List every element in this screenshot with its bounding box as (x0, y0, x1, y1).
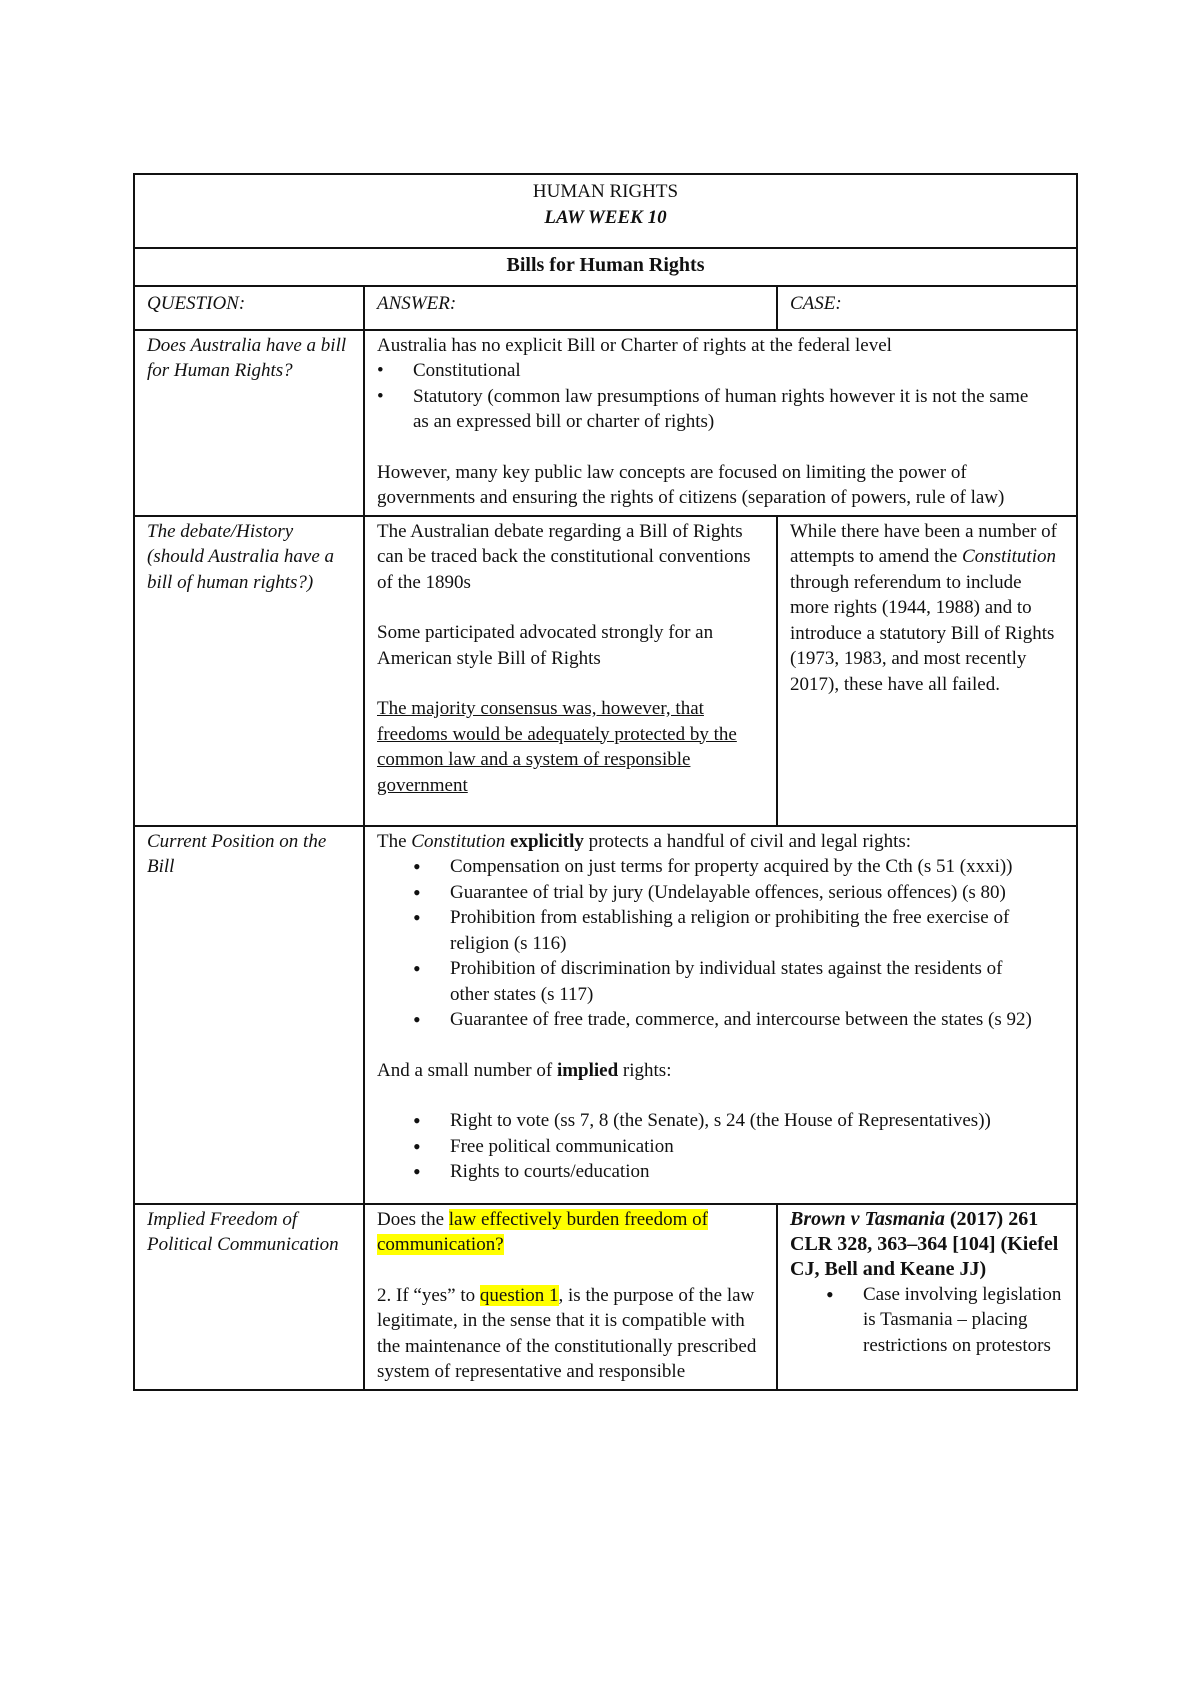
answer-current-intro (377, 829, 1046, 855)
answer-implied-q2 (377, 1283, 764, 1385)
spacer (377, 1033, 1046, 1058)
q1-highlight: law effectively burden freedom of communication? (377, 1208, 708, 1255)
answer-implied-q1 (377, 1207, 764, 1258)
answer-implied (364, 1204, 777, 1390)
list-item: • Compensation on just terms for property acquired by the Cth (s 51 (xxxi)) (377, 854, 1046, 880)
header-row (134, 286, 1077, 330)
spacer (377, 435, 1036, 460)
title-row (134, 174, 1077, 248)
spacer (377, 1083, 1046, 1108)
answer-bill-intro: Australia has no explicit Bill or Charter of rights at the federal level (377, 334, 892, 356)
q2-pre: 2. If “yes” to (377, 1284, 480, 1306)
list-item: • Guarantee of free trade, commerce, and intercourse between the states (s 92) (377, 1007, 1046, 1033)
section-row (134, 248, 1077, 286)
q2-highlight: question 1 (479, 1284, 559, 1306)
list-item: • Rights to courts/education (377, 1159, 1046, 1185)
list-item: • Constitutional (377, 358, 1036, 384)
implied-post: rights: (618, 1059, 672, 1081)
answer-bill (364, 330, 1077, 516)
case-debate-post: through referendum to include more rights (1944, 1988) and to introduce a statutory Bill of Rights (1973, 1983, and most recently 2017), these have all failed. (790, 571, 1055, 695)
case-debate-pre: While there have been a number of attempts to amend the (790, 520, 1057, 567)
answer-debate (364, 516, 777, 826)
question-debate: The debate/History (should Australia have a bill of human rights?) (134, 516, 364, 826)
list-item: • Prohibition of discrimination by individual states against the residents of other states (s 117) (377, 956, 1046, 1007)
case-debate-constitution: Constitution (962, 546, 1056, 567)
case-implied-list (790, 1282, 1064, 1359)
spacer (377, 1258, 764, 1283)
list-item: • Prohibition from establishing a religion or prohibiting the free exercise of religion (s 116) (377, 905, 1046, 956)
header-answer: ANSWER: (364, 286, 777, 330)
case-debate (777, 516, 1077, 826)
answer-current (364, 826, 1077, 1204)
table-row-debate (134, 516, 1077, 826)
q1-pre: Does the (377, 1208, 449, 1230)
answer-debate-p2: Some participated advocated strongly for an American style Bill of Rights (377, 622, 714, 669)
implied-rights-list (377, 1108, 1046, 1185)
table-row-bill (134, 330, 1077, 516)
question-current: Current Position on the Bill (134, 826, 364, 1204)
intro-constitution: Constitution (411, 830, 506, 852)
list-item: • Guarantee of trial by jury (Undelayable offences, serious offences) (s 80) (377, 880, 1046, 906)
spacer (377, 595, 764, 620)
intro-rest: protects a handful of civil and legal rights: (583, 830, 912, 852)
answer-debate-p1: The Australian debate regarding a Bill of Rights can be traced back the constitutional conventions of the 1890s (377, 520, 751, 593)
answer-debate-p3: The majority consensus was, however, that freedoms would be adequately protected by the common law and a system of responsible government (377, 698, 737, 796)
case-implied-citation (790, 1207, 1064, 1282)
spacer (377, 671, 764, 696)
section-title: Bills for Human Rights (134, 248, 1077, 286)
document-title: HUMAN RIGHTS (532, 181, 679, 202)
answer-bill-list (377, 358, 1036, 435)
explicit-rights-list (377, 854, 1046, 1033)
q2-post: , is the purpose of the law legitimate, in the sense that it is compatible with the maintenance of the constitutionally prescribed system of representative and responsible (377, 1284, 757, 1382)
title-cell (134, 174, 1077, 248)
list-item: • Case involving legislation is Tasmania – placing restrictions on protestors (790, 1282, 1064, 1359)
question-bill: Does Australia have a bill for Human Rights? (134, 330, 364, 516)
document-page (133, 173, 1076, 1391)
case-name: Brown v Tasmania (790, 1207, 945, 1230)
list-item: • Right to vote (ss 7, 8 (the Senate), s 24 (the House of Representatives)) (377, 1108, 1046, 1134)
document-subtitle: LAW WEEK 10 (544, 206, 667, 228)
header-question: QUESTION: (134, 286, 364, 330)
intro-explicitly: explicitly (510, 830, 584, 852)
case-implied (777, 1204, 1077, 1390)
answer-bill-outro: However, many key public law concepts are focused on limiting the power of governments and ensuring the rights of citizens (separation of powers, rule of law) (377, 461, 1005, 508)
intro-the: The (377, 830, 412, 852)
implied-bold: implied (556, 1059, 619, 1081)
implied-intro (377, 1058, 1046, 1084)
implied-pre: And a small number of (377, 1059, 557, 1081)
table-row-current (134, 826, 1077, 1204)
question-implied: Implied Freedom of Political Communication (134, 1204, 364, 1390)
table-row-implied (134, 1204, 1077, 1390)
notes-table (133, 173, 1078, 1391)
case-cite: (2017) 261 CLR 328, 363–364 [104] (Kiefel CJ, Bell and Keane JJ) (790, 1207, 1059, 1280)
list-item: • Free political communication (377, 1134, 1046, 1160)
list-item: • Statutory (common law presumptions of human rights however it is not the same as an expressed bill or charter of rights) (377, 384, 1036, 435)
header-case: CASE: (777, 286, 1077, 330)
